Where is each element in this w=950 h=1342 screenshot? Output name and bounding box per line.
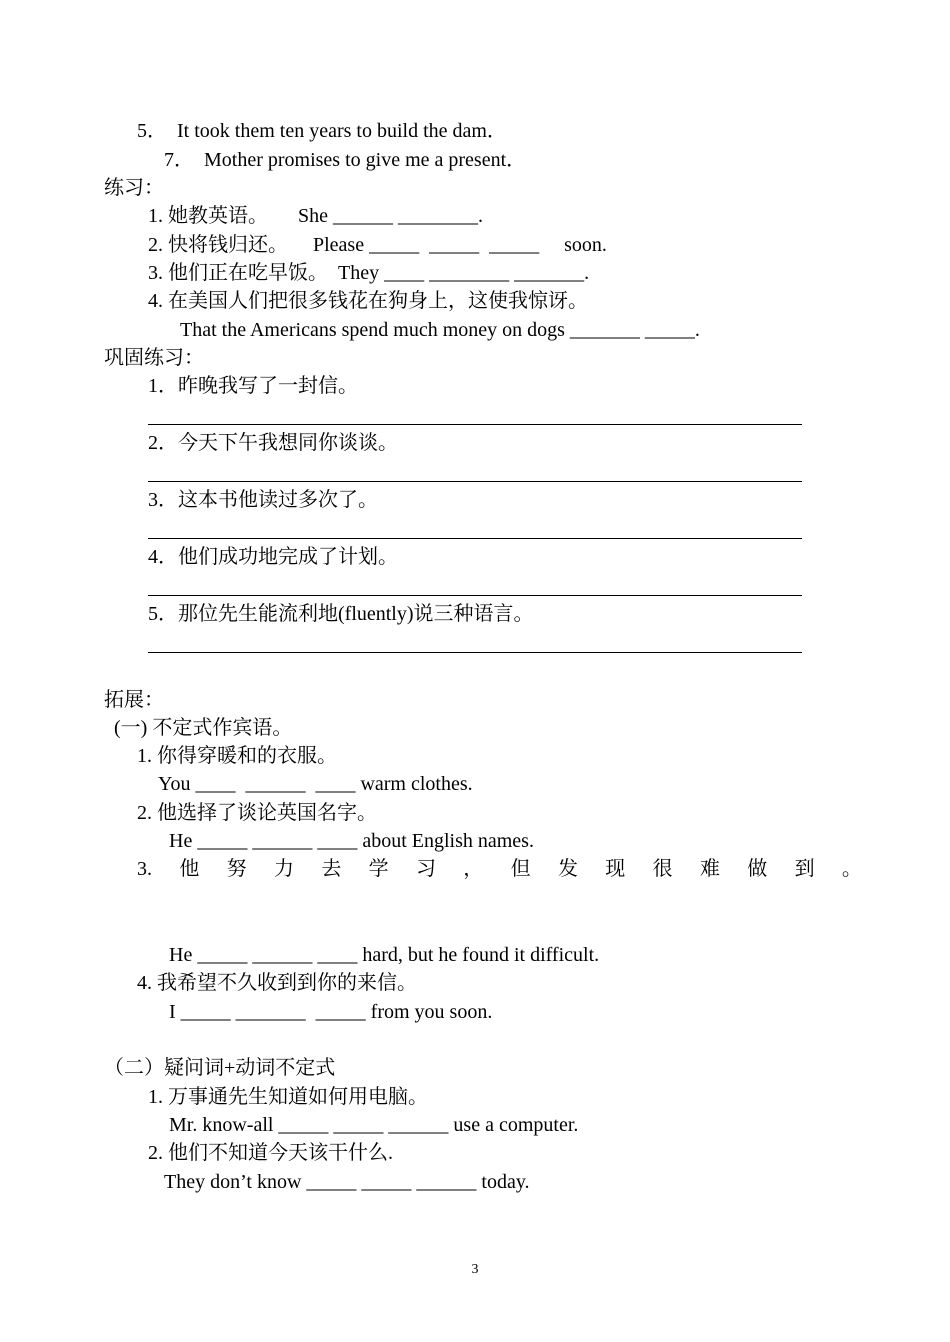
s1-item-3-char: 去 [321,858,342,880]
s2-item-1: 1. 万事通先生知道如何用电脑。 [148,1086,428,1108]
extension-heading: 拓展： [104,689,164,711]
s2-item-2: 2. 他们不知道今天该干什么. [148,1142,393,1164]
s2-item-1-english: Mr. know-all _____ _____ ______ use a computer. [169,1114,579,1136]
s1-item-3-char: 习 [415,858,436,880]
consolidation-item-5: 5．那位先生能流利地(fluently)说三种语言。 [148,603,534,625]
page-number: 3 [471,1262,479,1277]
answer-line-4 [148,595,802,596]
s1-item-4-english: I _____ _______ _____ from you soon. [169,1001,493,1023]
practice-item-4: 4. 在美国人们把很多钱花在狗身上，这使我惊讶。 [148,290,588,312]
consolidation-item-3: 3．这本书他读过多次了。 [148,489,378,511]
practice-heading: 练习： [104,177,164,199]
s1-item-3-char: 努 [226,858,247,880]
answer-line-3 [148,538,802,539]
s1-item-3-char: 难 [699,858,720,880]
s1-item-3-char: 但 [510,858,531,880]
s1-item-3-char: 现 [605,858,626,880]
sentence-7: 7． Mother promises to give me a present． [164,149,527,171]
s1-item-3-char: 他 [179,858,200,880]
s1-item-1-english: You ____ ______ ____ warm clothes. [158,773,473,795]
s1-item-3-char: 力 [273,858,294,880]
section-1-title: (一) 不定式作宾语。 [114,717,293,739]
s1-item-3 [137,857,862,881]
section-2-title: （二）疑问词+动词不定式 [104,1057,336,1079]
s1-item-3-char: ， [463,858,484,880]
consolidation-item-1: 1．昨晚我写了一封信。 [148,375,358,397]
practice-item-4-english: That the Americans spend much money on dogs _______ _____. [180,319,700,341]
practice-item-1: 1. 她教英语。 She ______ ________. [148,205,483,227]
practice-item-2: 2. 快将钱归还。 Please _____ _____ _____ soon. [148,234,607,256]
s1-item-3-char: 。 [841,858,862,880]
consolidation-item-4: 4．他们成功地完成了计划。 [148,546,398,568]
s1-item-3-char: 很 [652,858,673,880]
s1-item-3-english: He _____ ______ ____ hard, but he found it difficult. [169,944,600,966]
s1-item-3-char: 学 [368,858,389,880]
s1-item-3-char: 做 [747,858,768,880]
s2-item-2-english: They don’t know _____ _____ ______ today. [164,1171,530,1193]
s1-item-3-char: 发 [557,858,578,880]
consolidation-item-2: 2．今天下午我想同你谈谈。 [148,432,398,454]
practice-item-3: 3. 他们正在吃早饭。 They ____ ________ _______. [148,262,590,284]
s1-item-3-char: 到 [794,858,815,880]
s1-item-3-char: 3. [137,858,152,880]
answer-line-5 [148,652,802,653]
consolidation-heading: 巩固练习： [104,347,204,369]
s1-item-2-english: He _____ ______ ____ about English names. [169,830,534,852]
answer-line-2 [148,481,802,482]
answer-line-1 [148,424,802,425]
s1-item-1: 1. 你得穿暖和的衣服。 [137,745,337,767]
sentence-5: 5． It took them ten years to build the dam． [137,120,507,142]
s1-item-2: 2. 他选择了谈论英国名字。 [137,802,377,824]
s1-item-4: 4. 我希望不久收到到你的来信。 [137,972,417,994]
